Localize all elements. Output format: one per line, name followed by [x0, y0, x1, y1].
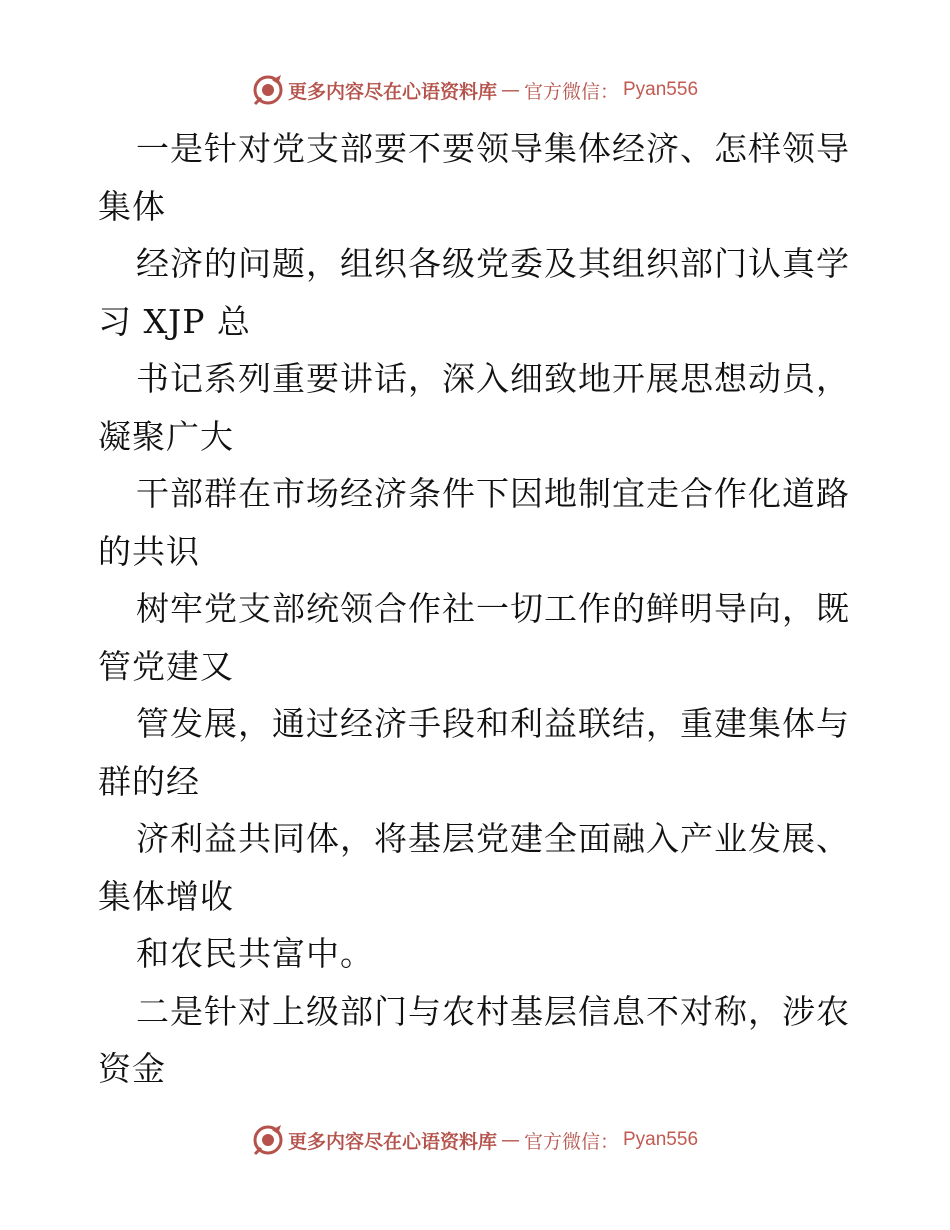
- document-body: [98, 120, 858, 1098]
- body-line: 一是针对党支部要不要领导集体经济、怎样领导: [136, 129, 850, 168]
- body-line: 和农民共富中。: [136, 934, 374, 973]
- body-line: 干部群在市场经济条件下因地制宜走合作化道路: [136, 474, 850, 513]
- watermark-text: 更多内容尽在心语资料库: [287, 1130, 497, 1153]
- body-line: 习 XJP 总: [98, 301, 251, 341]
- body-line: 二是针对上级部门与农村基层信息不对称，涉农: [136, 991, 850, 1031]
- watermark-wechat-label: 官方微信：: [523, 1130, 619, 1153]
- watermark-dash: —: [500, 79, 520, 101]
- watermark-wechat-id: Pyan556: [623, 1129, 699, 1150]
- body-line: 管党建又: [98, 646, 234, 686]
- body-line: 树牢党支部统领合作社一切工作的鲜明导向，既: [136, 589, 850, 628]
- body-line: 管发展，通过经济手段和利益联结，重建集体与: [136, 704, 850, 743]
- watermark-dash: —: [500, 1129, 520, 1151]
- watermark-wechat-label: 官方微信：: [523, 80, 619, 103]
- body-line: 集体增收: [98, 876, 234, 916]
- watermark-wechat-id: Pyan556: [623, 79, 699, 100]
- pen-seal-icon: [252, 1124, 284, 1156]
- body-line: 济利益共同体，将基层党建全面融入产业发展、: [136, 819, 850, 858]
- body-line: 书记系列重要讲话，深入细致地开展思想动员，: [136, 359, 850, 398]
- pen-seal-icon: [252, 74, 284, 106]
- body-line: 集体: [98, 186, 166, 226]
- body-line: 的共识: [98, 531, 200, 571]
- body-line: 资金: [98, 1049, 166, 1088]
- header-watermark: [0, 70, 950, 110]
- watermark-text: 更多内容尽在心语资料库: [287, 80, 497, 103]
- footer-watermark: [0, 1120, 950, 1160]
- body-line: 经济的问题，组织各级党委及其组织部门认真学: [136, 244, 850, 283]
- body-line: 群的经: [98, 761, 200, 801]
- body-line: 凝聚广大: [98, 416, 234, 456]
